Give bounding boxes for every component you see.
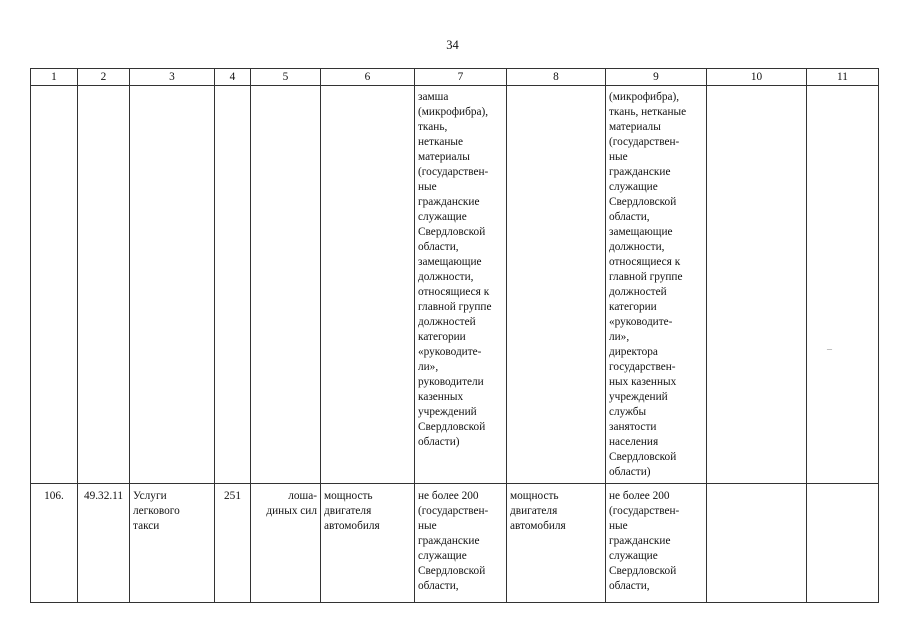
cell-value-col7	[415, 484, 507, 603]
cell-line: Свердловской	[418, 421, 486, 433]
cell-line: (государствен-	[609, 136, 680, 148]
table-row-continued	[31, 86, 879, 484]
table-cell	[31, 86, 78, 484]
cell-line: ные	[418, 181, 437, 193]
page-number: 34	[446, 38, 459, 52]
cell-characteristic	[321, 484, 415, 603]
cell-line: должности,	[418, 271, 474, 283]
cell-line: мощность	[510, 490, 559, 502]
header-cell: 1	[31, 69, 78, 86]
cell-line: служащие	[609, 181, 658, 193]
cell-line: замещающие	[418, 256, 482, 268]
cell-line: замещающие	[609, 226, 673, 238]
cell-okei-code: 251	[215, 484, 251, 603]
cell-line: относящиеся к	[418, 286, 490, 298]
cell-line: «руководите-	[418, 346, 482, 358]
cell-line: ли»,	[418, 361, 439, 373]
cell-line: области)	[418, 436, 460, 448]
table-cell	[707, 86, 807, 484]
cell-line: занятости	[609, 421, 657, 433]
cell-line: служащие	[418, 211, 467, 223]
cell-line: (микрофибра),	[609, 91, 680, 103]
cell-line: материалы	[609, 121, 661, 133]
cell-line: гражданские	[418, 196, 480, 208]
table-cell	[807, 86, 879, 484]
cell-line: двигателя	[324, 505, 372, 517]
cell-line: ткань,	[418, 121, 448, 133]
cell-line: лоша-	[288, 490, 317, 502]
cell-line: ных казенных	[609, 376, 677, 388]
cell-line: Свердловской	[609, 451, 677, 463]
cell-line: области,	[418, 580, 459, 592]
header-cell: 4	[215, 69, 251, 86]
cell-line: служащие	[418, 550, 467, 562]
cell-line: учреждений	[609, 391, 668, 403]
cell-line: не более 200	[418, 490, 479, 502]
cell-line: Свердловской	[609, 196, 677, 208]
cell-line: (государствен-	[609, 505, 680, 517]
table-row-106	[31, 484, 879, 603]
cell-line: руководители	[418, 376, 484, 388]
cell-line: казенных	[418, 391, 464, 403]
table-cell	[130, 86, 215, 484]
cell-line: ли»,	[609, 331, 630, 343]
table-cell	[321, 86, 415, 484]
cell-line: области,	[609, 211, 650, 223]
cell-line: двигателя	[510, 505, 558, 517]
cell-line: области,	[609, 580, 650, 592]
cell-line: ткань, нетканые	[609, 106, 687, 118]
header-cell: 6	[321, 69, 415, 86]
cell-line: замша	[418, 91, 449, 103]
cell-characteristic-col8	[507, 484, 606, 603]
cell-col9-continued	[606, 86, 707, 484]
cell-service-name	[130, 484, 215, 603]
header-cell: 5	[251, 69, 321, 86]
cell-line: (государствен-	[418, 166, 489, 178]
cell-line: такси	[133, 520, 160, 532]
cell-line: области,	[418, 241, 459, 253]
cell-row-number: 106.	[31, 484, 78, 603]
cell-okpd-code: 49.32.11	[78, 484, 130, 603]
cell-line: категории	[609, 301, 657, 313]
header-cell: 9	[606, 69, 707, 86]
table-cell	[215, 86, 251, 484]
cell-line: Свердловской	[418, 226, 486, 238]
cell-line: гражданские	[609, 166, 671, 178]
header-cell: 3	[130, 69, 215, 86]
cell-line: населения	[609, 436, 659, 448]
cell-line: службы	[609, 406, 647, 418]
cell-line: автомобиля	[324, 520, 380, 532]
cell-line: Свердловской	[418, 565, 486, 577]
cell-line: гражданские	[418, 535, 480, 547]
cell-line: должности,	[609, 241, 665, 253]
cell-line: должностей	[418, 316, 476, 328]
cell-line: автомобиля	[510, 520, 566, 532]
table-cell	[807, 484, 879, 603]
cell-line: относящиеся к	[609, 256, 681, 268]
header-cell: 8	[507, 69, 606, 86]
cell-line: ные	[418, 520, 437, 532]
cell-line: должностей	[609, 286, 667, 298]
col11-mark: –	[827, 344, 832, 355]
cell-line: государствен-	[609, 361, 676, 373]
cell-line: Свердловской	[609, 565, 677, 577]
cell-line: ные	[609, 520, 628, 532]
table-cell	[251, 86, 321, 484]
cell-line: (государствен-	[418, 505, 489, 517]
cell-line: учреждений	[418, 406, 477, 418]
cell-line: директора	[609, 346, 658, 358]
cell-line: Услуги	[133, 490, 167, 502]
cell-line: нетканые	[418, 136, 463, 148]
cell-line: главной группе	[418, 301, 492, 313]
cell-line: ные	[609, 151, 628, 163]
cell-line: служащие	[609, 550, 658, 562]
header-cell: 10	[707, 69, 807, 86]
table-cell	[78, 86, 130, 484]
cell-line: области)	[609, 466, 651, 478]
cell-value-col9	[606, 484, 707, 603]
cell-line: (микрофибра),	[418, 106, 489, 118]
cell-line: материалы	[418, 151, 470, 163]
requirements-table	[30, 68, 879, 603]
cell-line: легкового	[133, 505, 180, 517]
cell-line: «руководите-	[609, 316, 673, 328]
cell-unit	[251, 484, 321, 603]
cell-line: категории	[418, 331, 466, 343]
header-cell: 7	[415, 69, 507, 86]
header-cell: 2	[78, 69, 130, 86]
cell-line: гражданские	[609, 535, 671, 547]
cell-line: не более 200	[609, 490, 670, 502]
cell-col7-continued	[415, 86, 507, 484]
table-cell	[507, 86, 606, 484]
table-cell	[707, 484, 807, 603]
header-cell: 11	[807, 69, 879, 86]
table-header-row	[31, 69, 879, 86]
cell-line: мощность	[324, 490, 373, 502]
cell-line: главной группе	[609, 271, 683, 283]
cell-line: диных сил	[266, 505, 317, 517]
